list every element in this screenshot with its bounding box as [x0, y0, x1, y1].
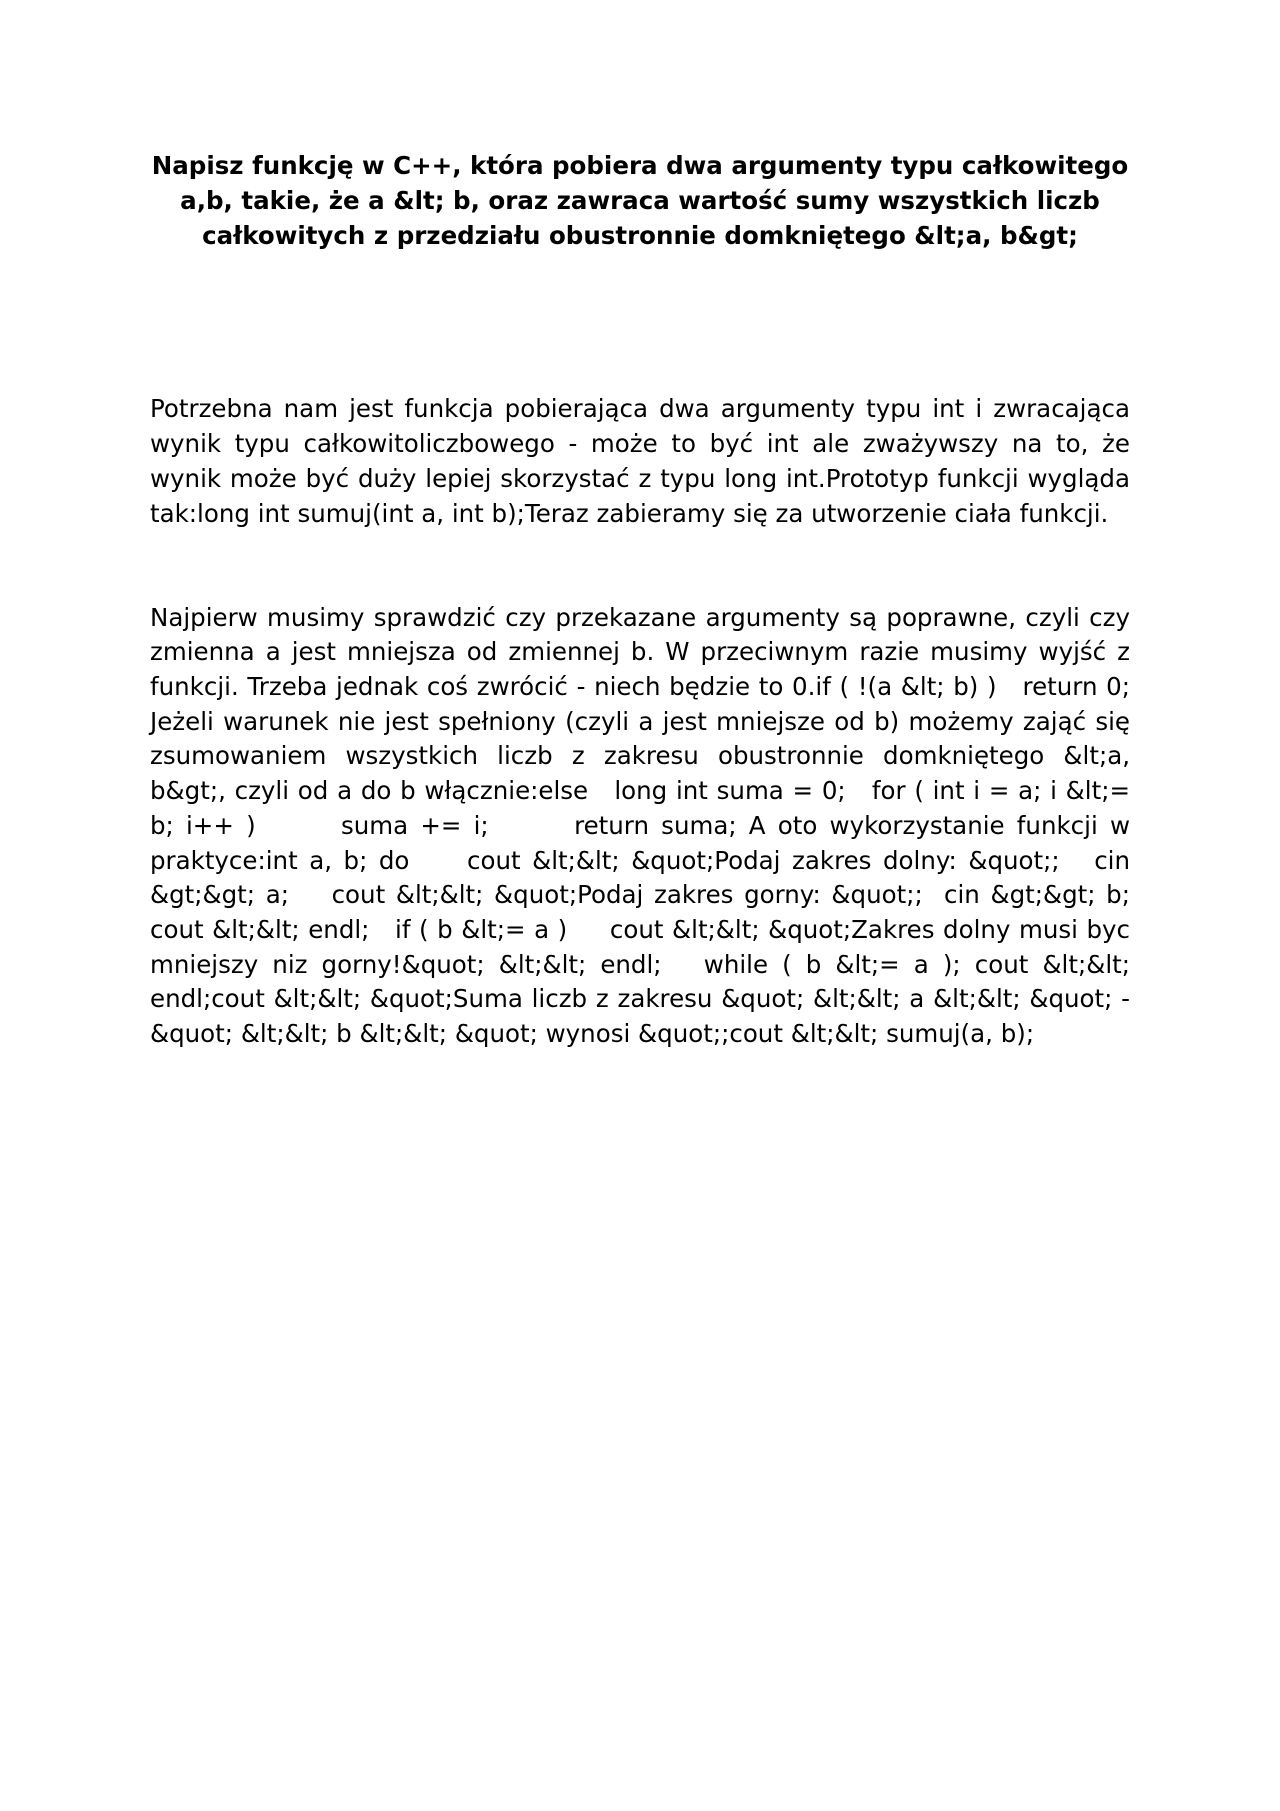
document-title: Napisz funkcję w C++, która pobiera dwa argumenty typu całkowitego a,b, takie, że a &lt; b, oraz zawraca wartość sumy wszystkich liczb całkowitych z przedziału obustronnie domkniętego &lt;a, b&gt; — [151, 151, 1137, 250]
paragraph-intro: Potrzebna nam jest funkcja pobierająca dwa argumenty typu int i zwracająca wynik typu całkowitoliczbowego - może to być int ale zważywszy na to, że wynik może być duży lepiej skorzystać z typu long int.Prototyp funkcji wygląda tak:long int sumuj(int a, int b);Teraz zabieramy się za utworzenie ciała funkcji. — [150, 394, 1138, 528]
paragraph-implementation: Najpierw musimy sprawdzić czy przekazane argumenty są poprawne, czyli czy zmienna a jest mniejsza od zmiennej b. W przeciwnym razie musimy wyjść z funkcji. Trzeba jednak coś zwrócić - niech będzie to 0.if ( !(a &lt; b) ) return 0; Jeżeli warunek nie jest spełniony (czyli a jest mniejsze od b) możemy zająć się zsumowaniem wszystkich liczb z zakresu obustronnie domkniętego &lt;a, b&gt;, czyli od a do b włącznie:else long int suma = 0; for ( int i = a; i &lt;= b; i++ ) suma += i; return suma; A oto wykorzystanie funkcji w praktyce:int a, b; do cout &lt;&lt; &quot;Podaj zakres dolny: &quot;; cin &gt;&gt; a; cout &lt;&lt; &quot;Podaj zakres gorny: &quot;; cin &gt;&gt; b; cout &lt;&lt; endl; if ( b &lt;= a ) cout &lt;&lt; &quot;Zakres dolny musi byc mniejszy niz gorny!&quot; &lt;&lt; endl; while ( b &lt;= a ); cout &lt;&lt; endl;cout &lt;&lt; &quot;Suma liczb z zakresu &quot; &lt;&lt; a &lt;&lt; &quot; - &quot; &lt;&lt; b &lt;&lt; &quot; wynosi &quot;;cout &lt;&lt; sumuj(a, b); — [150, 602, 1146, 1049]
document-body — [150, 323, 1146, 1121]
